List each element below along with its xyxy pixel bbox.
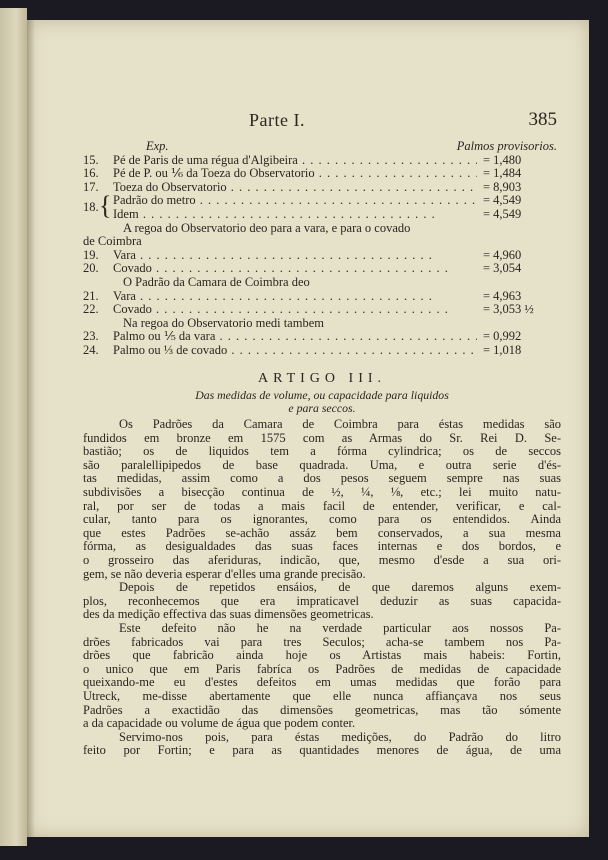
article-subtitle xyxy=(83,389,561,415)
row-label: Covado . . . xyxy=(113,303,477,317)
text-line: ral, por ser de todas a mais facil de entender, verificar, e cal- xyxy=(83,498,561,513)
table-row xyxy=(83,249,561,263)
row-number: 24. xyxy=(83,342,99,357)
table-row xyxy=(83,344,561,358)
facing-page-edge xyxy=(0,8,27,846)
table-row xyxy=(83,262,561,276)
row-label: Pé de P. ou ⅙ da Toeza do Observatorio . . . xyxy=(113,167,477,181)
row-label: Palmo ou ⅕ da vara . . . xyxy=(113,330,477,344)
row-value: = 1,480 xyxy=(483,152,522,167)
text-line: o grosseiro das aferiduras, indicão, que, mesmo d'esde a sua ori- xyxy=(83,553,561,568)
row-number: 19. xyxy=(83,247,99,262)
text-line: Este defeito não he na verdade particular aos nossos Pa- xyxy=(119,621,561,635)
paragraph xyxy=(83,731,561,758)
row-label: Vara . . . xyxy=(113,249,477,263)
text-line: são paralellipipedos de base quadrada. Uma, e outra serie d'és- xyxy=(83,457,561,472)
table-row xyxy=(83,181,561,195)
row-value: = 3,054 xyxy=(483,261,522,276)
page-text xyxy=(83,140,561,758)
row-label: Palmo ou ⅓ de covado . . . xyxy=(113,344,477,358)
row-number: 15. xyxy=(83,152,99,167)
row-label: Pé de Paris de uma régua d'Algibeira . . . xyxy=(113,154,477,168)
table-note: Na regoa do Observatorio medi tambem xyxy=(123,315,324,330)
row-value: = 1,018 xyxy=(483,342,522,357)
text-line: cular, tanto para os ignorantes, como para os entendidos. Ainda xyxy=(83,512,561,527)
row-value: = 8,903 xyxy=(483,179,522,194)
text-line: drões fabricados vai para tres Seculos; acha-se tambem nos Pa- xyxy=(83,634,561,649)
row-number: 21. xyxy=(83,288,99,303)
row-value: = 4,963 xyxy=(483,288,522,303)
running-header xyxy=(27,110,589,136)
table-note: O Padrão da Camara de Coimbra deo xyxy=(123,274,310,289)
text-line: fundidos em bronze em 1575 com as Armas do Sr. Rei D. Se- xyxy=(83,430,561,445)
article-subtitle-line: e para seccos. xyxy=(288,401,356,416)
table-row xyxy=(83,167,561,181)
paragraph xyxy=(83,418,561,581)
row-number: 20. xyxy=(83,261,99,276)
text-line: des da medição effectiva das suas dimensões geometricas. xyxy=(83,607,374,622)
row-label: Covado . . . xyxy=(113,262,477,276)
row-number: 17. xyxy=(83,179,99,194)
paragraph xyxy=(83,581,561,622)
paragraph xyxy=(83,622,561,731)
row-number: 18. xyxy=(83,200,99,215)
table-row xyxy=(113,194,561,208)
text-line: fórma, as desigualdades das suas faces internas e dos bordos, e xyxy=(83,539,561,554)
col-header-exp: Exp. xyxy=(146,139,169,153)
row-label: Idem . . . xyxy=(113,208,477,222)
table-note: A regoa do Observatorio deo para a vara, e para o covado xyxy=(123,220,411,235)
row-value: = 4,960 xyxy=(483,247,522,262)
text-line: tas medidas, assim como a dos pesos seguem sempre nas suas xyxy=(83,471,561,486)
row-number: 23. xyxy=(83,329,99,344)
text-line: feito por Fortin; e para as quantidades menores de água, de uma xyxy=(83,743,561,758)
row-label: Padrão do metro . . . xyxy=(113,194,477,208)
article-subtitle-line: Das medidas de volume, ou capacidade para liquidos xyxy=(195,388,449,403)
row-value: = 0,992 xyxy=(483,329,522,344)
row-label: Vara . . . xyxy=(113,290,477,304)
table-note-continued: de Coimbra xyxy=(83,234,142,249)
row-value: = 4,549 xyxy=(483,206,522,221)
body-prose xyxy=(83,418,561,758)
text-line: a da capacidade ou volume de água que podem conter. xyxy=(83,716,356,731)
table-column-headers xyxy=(83,140,561,154)
row-label: Toeza do Observatorio . . . xyxy=(113,181,477,195)
text-line: Depois de repetidos ensáios, de que daremos alguns exem- xyxy=(119,580,561,595)
running-title: Parte I. xyxy=(249,110,305,130)
table-row xyxy=(83,290,561,304)
text-line: Os Padrões da Camara de Coimbra para éstas medidas são xyxy=(119,417,561,432)
article-heading: ARTIGO III. xyxy=(257,370,387,386)
text-line: drões que fabricão ainda hoje os Artistas mais habeis: Fortin, xyxy=(83,648,561,663)
table-row-group-18 xyxy=(83,191,561,221)
table-row xyxy=(83,303,561,317)
text-line: gem, se não deveria esperar d'elles uma grande precisão. xyxy=(83,566,366,581)
text-line: queixando-me eu d'estes defeitos em umas medidas que forão para xyxy=(83,675,561,690)
text-line: Padrões a exactidão das dimensões geometricas, mas tão sómente xyxy=(83,702,561,717)
text-line: bastião; os de liquidos tem a fórma cylindrica; os de seccos xyxy=(83,444,561,459)
text-line: subdivisões a bisecção continua de ½, ¼, ⅛, etc.; lei muito natu- xyxy=(83,485,561,500)
table-row xyxy=(113,208,561,222)
row-value: = 1,484 xyxy=(483,166,522,181)
table-row xyxy=(83,154,561,168)
brace-symbol: { xyxy=(99,191,112,221)
text-line: Servimo-nos pois, para éstas medições, do Padrão do litro xyxy=(119,729,561,744)
text-line: que estes Padrões se-achão assáz bem conservados, a sua mesma xyxy=(83,525,561,540)
row-value: = 3,053 ½ xyxy=(483,302,534,317)
row-number: 16. xyxy=(83,166,99,181)
text-line: Utreck, me-disse abertamente que elle nunca affiançava nos seus xyxy=(83,688,561,703)
col-header-palmos: Palmos provisorios. xyxy=(456,139,557,153)
row-value: = 4,549 xyxy=(483,193,522,208)
table-row xyxy=(83,330,561,344)
page-gutter-shadow xyxy=(27,20,35,837)
page-number: 385 xyxy=(528,109,557,130)
book-page xyxy=(27,20,589,837)
row-number: 22. xyxy=(83,302,99,317)
text-line: plos, reconhecemos que era impraticavel deduzir as suas capacida- xyxy=(83,593,561,608)
text-line: o unico que em Paris fabríca os Padrões de medidas de capacidade xyxy=(83,661,561,676)
